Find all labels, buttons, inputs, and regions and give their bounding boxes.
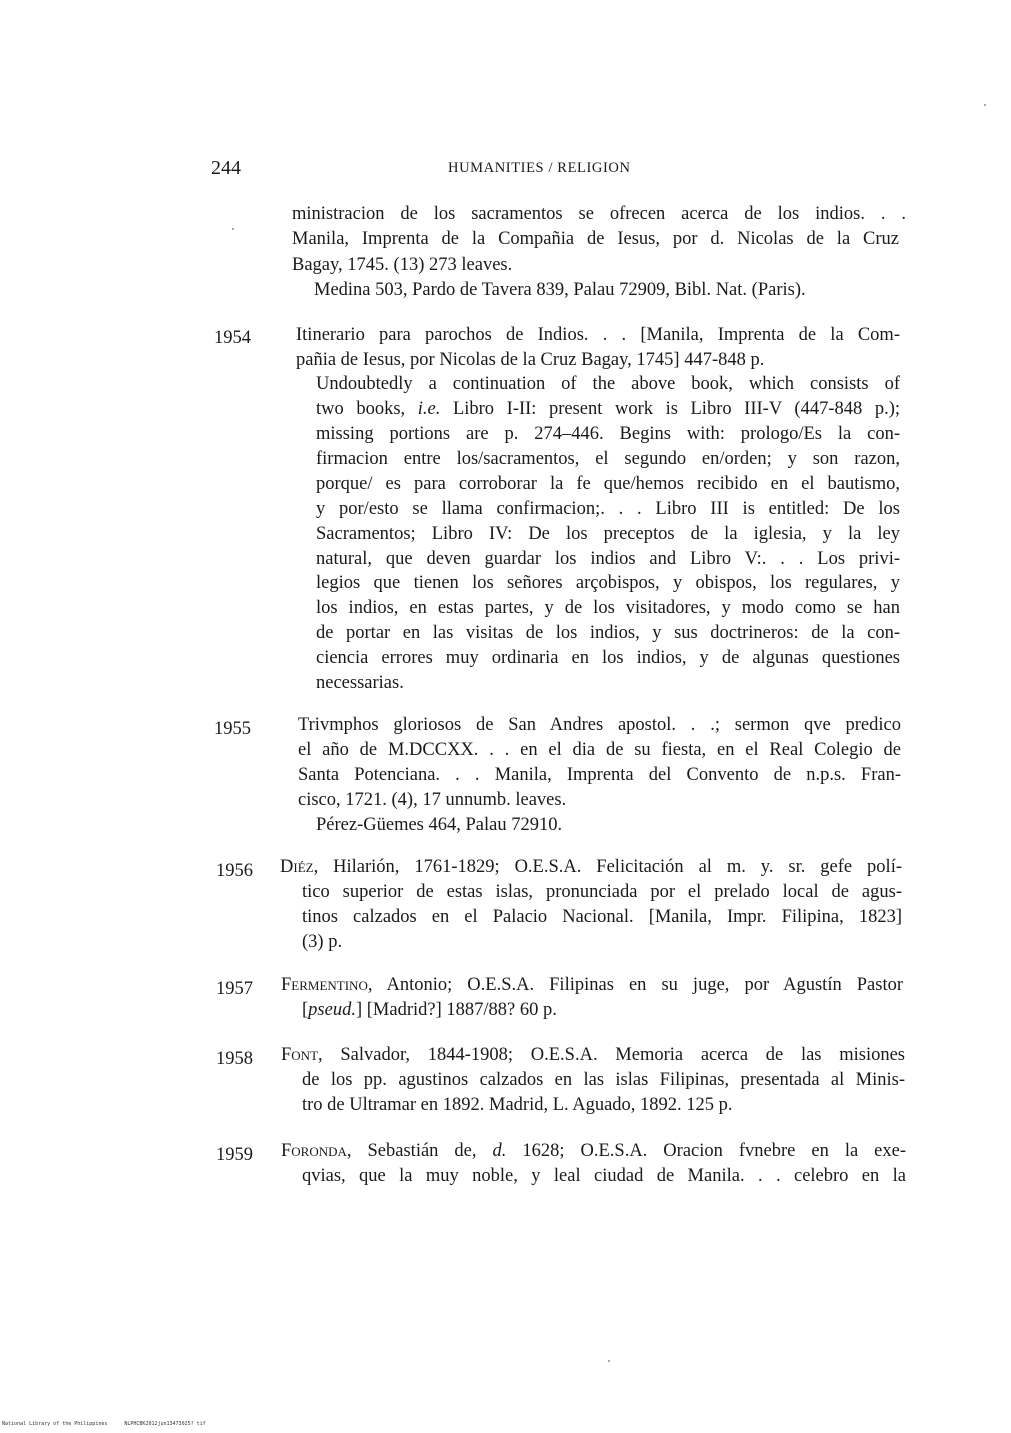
entry-1954-note-line-3: missing portions are p. 274–446. Begins with: prologo/Es la con- xyxy=(316,424,900,444)
entry-number-1958: 1958 xyxy=(216,1049,253,1069)
entry-1958-line-1-rest: , Salvador, 1844-1908; O.E.S.A. Memoria acerca de las misiones xyxy=(318,1045,905,1065)
entry-1956-line-2: tico superior de estas islas, pronunciada por el prelado local de agus- xyxy=(302,882,902,902)
entry-1957-line-2-rest: ] [Madrid?] 1887/88? 60 p. xyxy=(355,1000,557,1020)
note-line-2-rest: Libro I-II: present work is Libro III-V (447-848 p.); xyxy=(452,399,901,419)
entry-number-1955: 1955 xyxy=(214,719,251,739)
continuation-line-2: Manila, Imprenta de la Compañia de Iesus, por d. Nicolas de la Cruz xyxy=(292,229,899,249)
entry-1955-line-3: Santa Potenciana. . . Manila, Imprenta del Convento de n.p.s. Fran- xyxy=(298,765,901,785)
entry-1957-line-1 xyxy=(281,976,903,995)
running-head: HUMANITIES / RELIGION xyxy=(448,160,631,176)
author-font: Font xyxy=(281,1045,319,1065)
note-line-2-prefix: two books, xyxy=(316,399,418,419)
entry-1954-note-line-4: firmacion entre los/sacramentos, el segundo en/orden; y son razon, xyxy=(316,449,900,469)
entry-1954-note-line-9: legios que tienen los señores arçobispos, y obispos, los regulares, y xyxy=(316,573,900,593)
scan-speck xyxy=(984,104,986,106)
entry-1958-line-3: tro de Ultramar en 1892. Madrid, L. Aguado, 1892. 125 p. xyxy=(302,1095,733,1115)
entry-1955-line-1: Trivmphos gloriosos de San Andres apostol. . .; sermon qve predico xyxy=(298,715,901,735)
entry-1954-note-line-6: y por/esto se llama confirmacion;. . . Libro III is entitled: De los xyxy=(316,499,900,519)
footer-library: National Library of the Philippines xyxy=(2,1421,108,1427)
entry-1958-line-2: de los pp. agustinos calzados en las islas Filipinas, presentada al Minis- xyxy=(302,1070,905,1090)
entry-number-1957: 1957 xyxy=(216,979,253,999)
entry-1954-line-1: Itinerario para parochos de Indios. . . [Manila, Imprenta de la Com- xyxy=(296,325,900,345)
entry-1954-line-2: pañia de Iesus, por Nicolas de la Cruz Bagay, 1745] 447-848 p. xyxy=(296,350,765,370)
entry-1956-line-1-rest: , Hilarión, 1761-1829; O.E.S.A. Felicitación al m. y. sr. gefe polí- xyxy=(313,857,902,877)
entry-1956-line-4: (3) p. xyxy=(302,932,343,952)
footer-file-id: NLPHCBK2012jun13473025? tif xyxy=(124,1421,206,1427)
entry-1958-line-1 xyxy=(281,1046,905,1065)
entry-1954-note-line-2 xyxy=(316,400,900,419)
entry-1954-note-line-5: porque/ es para corroborar la fe que/hemos recibido en el bautismo, xyxy=(316,474,900,494)
entry-1955-line-4: cisco, 1721. (4), 17 unnumb. leaves. xyxy=(298,790,567,810)
entry-1959-line-1-rest: 1628; O.E.S.A. Oracion fvnebre en la exe- xyxy=(506,1141,906,1161)
scan-speck xyxy=(608,1360,610,1362)
pseud-italic: pseud. xyxy=(308,1000,356,1020)
entry-1955-note: Pérez-Güemes 464, Palau 72910. xyxy=(316,815,563,835)
continuation-note: Medina 503, Pardo de Tavera 839, Palau 72909, Bibl. Nat. (Paris). xyxy=(314,280,806,300)
entry-1954-note-line-1: Undoubtedly a continuation of the above book, which consists of xyxy=(316,374,900,394)
entry-1954-note-line-8: natural, que deven guardar los indios and Libro V:. . . Los privi- xyxy=(316,549,900,569)
entry-1959-line-1-mid: , Sebastián de, xyxy=(346,1141,493,1161)
entry-1956-line-3: tinos calzados en el Palacio Nacional. [Manila, Impr. Filipina, 1823] xyxy=(302,907,902,927)
continuation-line-1: ministracion de los sacramentos se ofrecen acerca de los indios. . . xyxy=(292,204,906,224)
entry-number-1959: 1959 xyxy=(216,1145,253,1165)
entry-1956-line-1 xyxy=(280,858,902,877)
entry-1955-line-2: el año de M.DCCXX. . . en el dia de su fiesta, en el Real Colegio de xyxy=(298,740,901,760)
author-diez: Diéz xyxy=(280,857,314,877)
entry-1954-note-line-12: ciencia errores muy ordinaria en los indios, y de algunas questiones xyxy=(316,648,900,668)
entry-1954-note-line-13: necessarias. xyxy=(316,673,404,693)
entry-1959-line-1 xyxy=(281,1142,906,1161)
entry-1959-line-2: qvias, que la muy noble, y leal ciudad de Manila. . . celebro en la xyxy=(302,1166,906,1186)
d-italic: d. xyxy=(492,1141,507,1161)
entry-1957-line-2 xyxy=(302,1001,557,1020)
entry-1957-line-1-rest: , Antonio; O.E.S.A. Filipinas en su juge, por Agustín Pastor xyxy=(367,975,903,995)
entry-number-1954: 1954 xyxy=(214,328,251,348)
entry-1954-note-line-7: Sacramentos; Libro IV: De los preceptos de la iglesia, y la ley xyxy=(316,524,900,544)
continuation-line-3: Bagay, 1745. (13) 273 leaves. xyxy=(292,255,513,275)
author-foronda: Foronda xyxy=(281,1141,347,1161)
author-fermentino: Fermentino xyxy=(281,975,368,995)
page-number: 244 xyxy=(211,157,241,179)
entry-number-1956: 1956 xyxy=(216,861,253,881)
entry-1954-note-line-11: de portar en las visitas de los indios, y sus doctrineros: de la con- xyxy=(316,623,900,643)
scan-footer xyxy=(2,1421,220,1427)
bracket-open: [ xyxy=(302,1000,309,1020)
note-line-2-italic: i.e. xyxy=(417,399,441,419)
entry-1954-note-line-10: los indios, en estas partes, y de los visitadores, y modo como se han xyxy=(316,598,900,618)
scan-speck xyxy=(232,228,234,230)
